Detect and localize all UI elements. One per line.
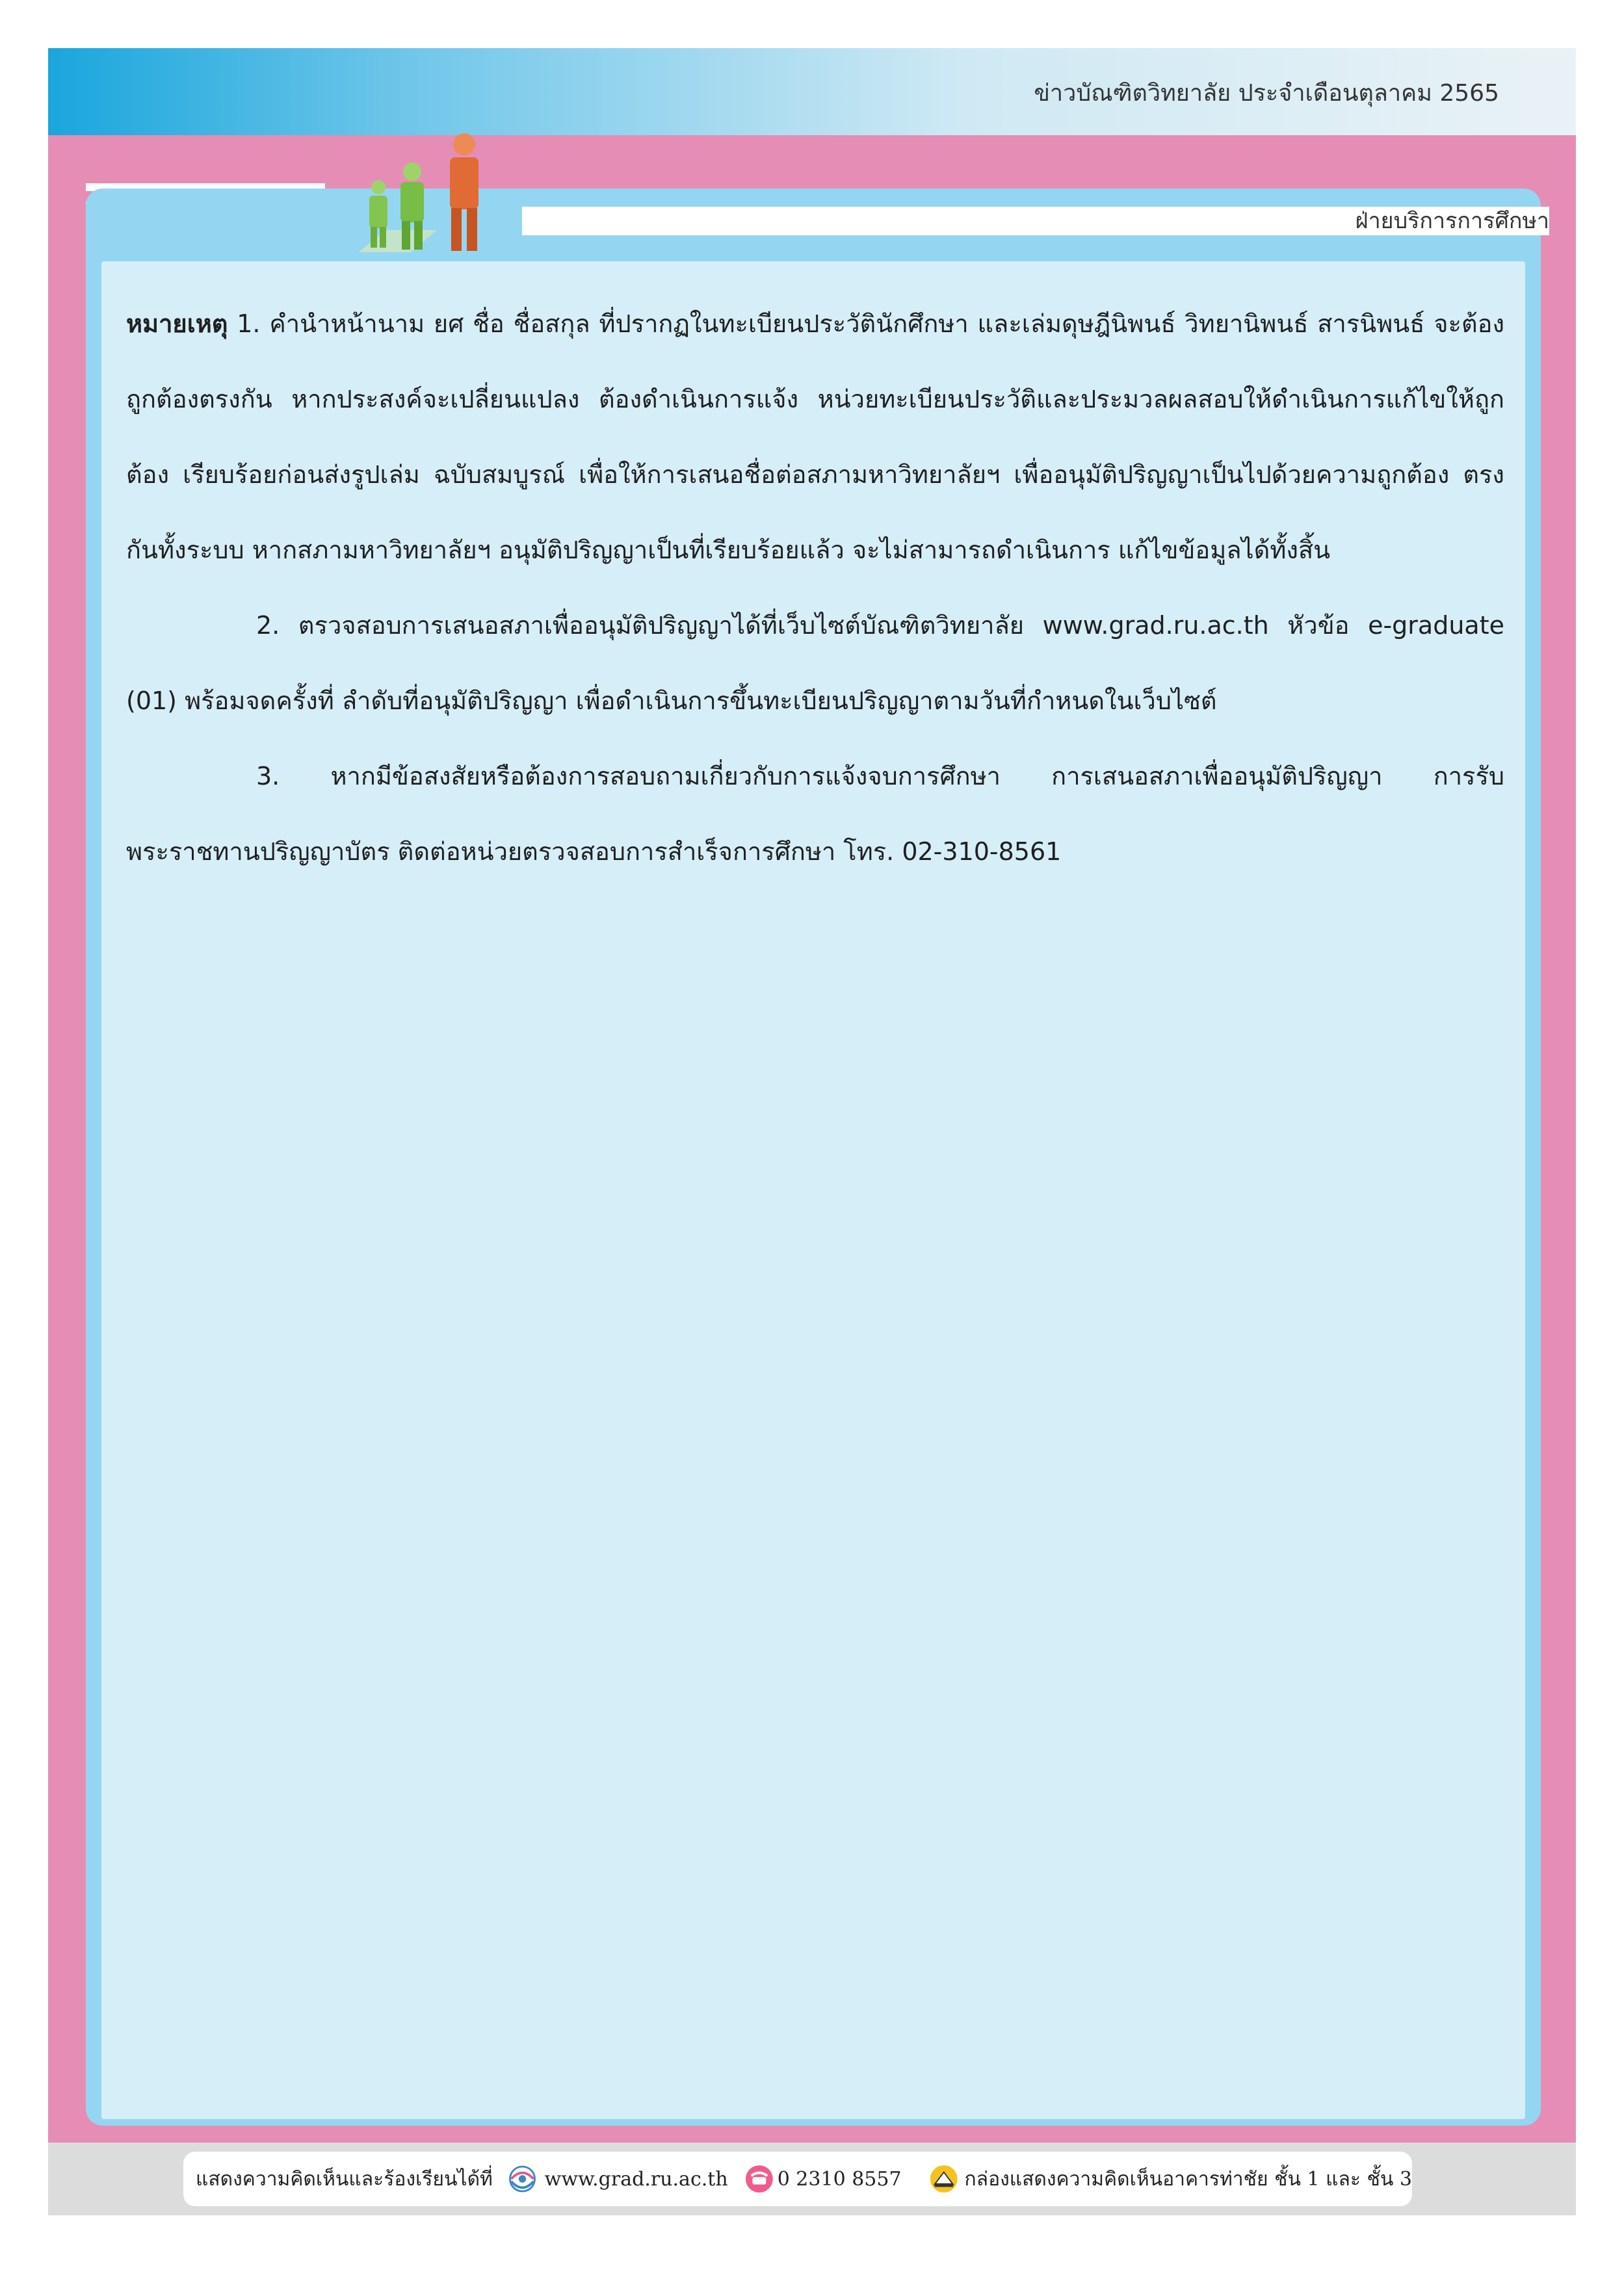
department-label: ฝ่ายบริการการศึกษา: [522, 207, 1549, 235]
notice-text: 1. คำนำหน้านาม ยศ ชื่อ ชื่อสกุล ที่ปรากฏในทะเบียนประวัตินักศึกษา และเล่มดุษฎีนิพนธ์ วิทยานิพนธ์ สารนิพนธ์ จะต้องถูกต้องตรงกัน หากประสงค์จะเปลี่ยนแปลง ต้องดำเนินการแจ้ง หน่วยทะเบียนประวัติและประมวลผลสอบให้ดำเนินการแก้ไขให้ถูกต้อง เรียบร้อยก่อนส่งรูปเล่ม ฉบับสมบูรณ์ เพื่อให้การเสนอชื่อต่อสภามหาวิทยาลัยฯ เพื่ออนุมัติปริญญาเป็นไปด้วยความถูกต้อง ตรงกันทั้งระบบ หากสภามหาวิทยาลัยฯ อนุมัติปริญญาเป็นที่เรียบร้อยแล้ว จะไม่สามารถดำเนินการ แก้ไขข้อมูลได้ทั้งสิ้น: [126, 309, 1504, 564]
notice-lead: หมายเหตุ: [126, 309, 228, 338]
mailbox-location: กล่องแสดงความคิดเห็นอาคารท่าชัย ชั้น 1 และ ชั้น 3: [964, 2167, 1413, 2191]
phone-number: 0 2310 8557: [777, 2167, 902, 2191]
mailbox-icon: [928, 2164, 960, 2194]
comment-label: แสดงความคิดเห็นและร้องเรียนได้ที่: [196, 2167, 493, 2191]
notice-paragraph-2: 2. ตรวจสอบการเสนอสภาเพื่ออนุมัติปริญญาได้ที่เว็บไซต์บัณฑิตวิทยาลัย www.grad.ru.ac.th หัวข้อ e-graduate (01) พร้อมจดครั้งที่ ลำดับที่อนุมัติปริญญา เพื่อดำเนินการขึ้นทะเบียนปริญญาตามวันที่กำหนดในเว็บไซต์: [126, 611, 1504, 715]
website-link[interactable]: www.grad.ru.ac.th: [544, 2167, 728, 2191]
globe-icon: [504, 2162, 541, 2196]
notice-body: [126, 286, 1504, 889]
notice-paragraph-1: [126, 286, 1504, 588]
publication-title: ข่าวบัณฑิตวิทยาลัย ประจำเดือนตุลาคม 2565: [1034, 80, 1499, 107]
contact-footer: [183, 2152, 1412, 2206]
people-graphic: [359, 133, 508, 252]
header-bar: [48, 48, 1576, 135]
phone-icon: [745, 2164, 774, 2194]
notice-paragraph-3: 3. หากมีข้อสงสัยหรือต้องการสอบถามเกี่ยวกับการแจ้งจบการศึกษา การเสนอสภาเพื่ออนุมัติปริญญา การรับพระราชทานปริญญาบัตร ติดต่อหน่วยตรวจสอบการสำเร็จการศึกษา โทร. 02-310-8561: [126, 762, 1504, 866]
